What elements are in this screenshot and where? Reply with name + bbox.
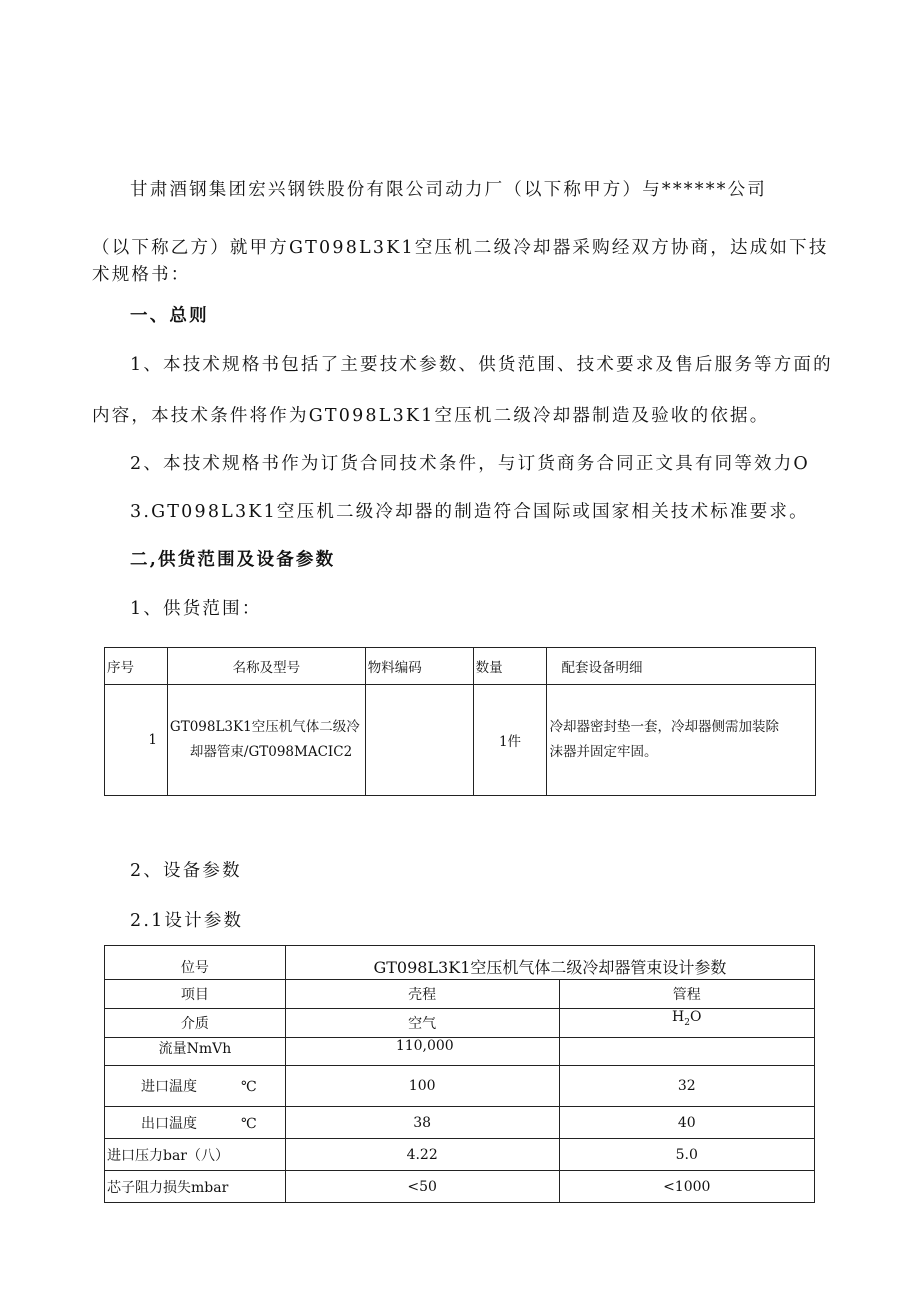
row-item-medium: 介质 xyxy=(105,1009,286,1038)
row-shell-inlet-pressure: 4.22 xyxy=(285,1139,559,1171)
header-quantity: 数量 xyxy=(473,648,547,685)
equipment-params-heading: 2、设备参数 xyxy=(130,861,242,881)
row-item-flow: 流量NmVh xyxy=(105,1038,286,1066)
section-1-para-1-line-2: 内容，本技术条件将作为GT098L3K1空压机二级冷却器制造及验收的依据。 xyxy=(92,406,770,426)
cell-quantity: 1件 xyxy=(473,685,547,796)
row-shell-medium: 空气 xyxy=(285,1009,559,1038)
position-label: 位号 xyxy=(105,946,286,980)
tube-medium-h: H xyxy=(672,1009,685,1025)
section-2-heading: 二,供货范围及设备参数 xyxy=(130,550,336,570)
row-item-outlet-temp xyxy=(105,1107,286,1139)
intro-line-3: 术规格书： xyxy=(92,265,191,285)
inlet-temp-unit: ℃ xyxy=(241,1079,257,1095)
table-title: GT098L3K1空压机气体二级冷却器管束设计参数 xyxy=(285,946,814,980)
table-row xyxy=(105,1171,815,1203)
section-1-para-3: 3.GT098L3K1空压机二级冷却器的制造符合国际或国家相关技术标准要求。 xyxy=(130,502,809,522)
supply-scope-heading: 1、供货范围： xyxy=(130,599,262,619)
row-tube-inlet-temp: 32 xyxy=(559,1066,814,1107)
tube-medium-o: O xyxy=(690,1009,702,1025)
header-serial-no: 序号 xyxy=(105,648,168,685)
supply-scope-table xyxy=(104,647,816,796)
header-item: 项目 xyxy=(105,980,286,1009)
section-1-para-1-line-1: 1、本技术规格书包括了主要技术参数、供货范围、技术要求及售后服务等方面的 xyxy=(130,355,833,375)
table-title-row xyxy=(105,946,815,980)
outlet-temp-unit: ℃ xyxy=(241,1115,257,1132)
row-item-pressure-loss: 芯子阻力损失mbar xyxy=(105,1171,286,1203)
header-material-code: 物料编码 xyxy=(365,648,473,685)
cell-equipment-detail xyxy=(547,685,816,796)
row-shell-outlet-temp: 38 xyxy=(285,1107,559,1139)
cell-name-model xyxy=(167,685,365,796)
inlet-temp-label: 进口温度 xyxy=(141,1079,197,1095)
table-row xyxy=(105,1139,815,1171)
tube-medium-subscript: 2 xyxy=(684,1017,690,1028)
row-item-inlet-temp xyxy=(105,1066,286,1107)
row-tube-flow xyxy=(559,1038,814,1066)
cell-material-code xyxy=(365,685,473,796)
section-1-heading: 一、总则 xyxy=(130,306,209,326)
table-row xyxy=(105,1107,815,1139)
header-shell-side: 壳程 xyxy=(285,980,559,1009)
table-row xyxy=(105,685,816,796)
design-params-table xyxy=(104,945,815,1203)
table-row xyxy=(105,1066,815,1107)
cell-serial-no: 1 xyxy=(105,685,168,796)
name-model-line-2: 却器管束/GT098MACIC2 xyxy=(189,744,353,760)
table-header-row xyxy=(105,648,816,685)
name-model-line-1: GT098L3K1空压机气体二级冷 xyxy=(169,719,360,735)
detail-line-2: 沫器并固定牢固。 xyxy=(549,744,658,760)
header-equipment-detail: 配套设备明细 xyxy=(547,648,816,685)
row-shell-flow: 110,000 xyxy=(285,1038,559,1066)
section-1-para-2: 2、本技术规格书作为订货合同技术条件，与订货商务合同正文具有同等效力O xyxy=(130,454,810,474)
row-tube-inlet-pressure: 5.0 xyxy=(559,1139,814,1171)
row-shell-pressure-loss: <50 xyxy=(285,1171,559,1203)
row-tube-pressure-loss: <1000 xyxy=(559,1171,814,1203)
table-row xyxy=(105,1009,815,1038)
design-params-heading: 2.1设计参数 xyxy=(130,911,244,931)
table-header-row xyxy=(105,980,815,1009)
row-tube-outlet-temp: 40 xyxy=(559,1107,814,1139)
intro-line-1: 甘肃酒钢集团宏兴钢铁股份有限公司动力厂（以下称甲方）与******公司 xyxy=(130,180,767,200)
detail-line-1: 冷却器密封垫一套，冷却器侧需加装除 xyxy=(549,719,779,735)
outlet-temp-label: 出口温度 xyxy=(141,1115,197,1132)
table-row xyxy=(105,1038,815,1066)
header-name-model: 名称及型号 xyxy=(167,648,365,685)
row-item-inlet-pressure: 进口压力bar（八） xyxy=(105,1139,286,1171)
row-shell-inlet-temp: 100 xyxy=(285,1066,559,1107)
intro-line-2: （以下称乙方）就甲方GT098L3K1空压机二级冷却器采购经双方协商，达成如下技 xyxy=(92,238,829,258)
row-tube-medium xyxy=(559,1009,814,1038)
header-tube-side: 管程 xyxy=(559,980,814,1009)
